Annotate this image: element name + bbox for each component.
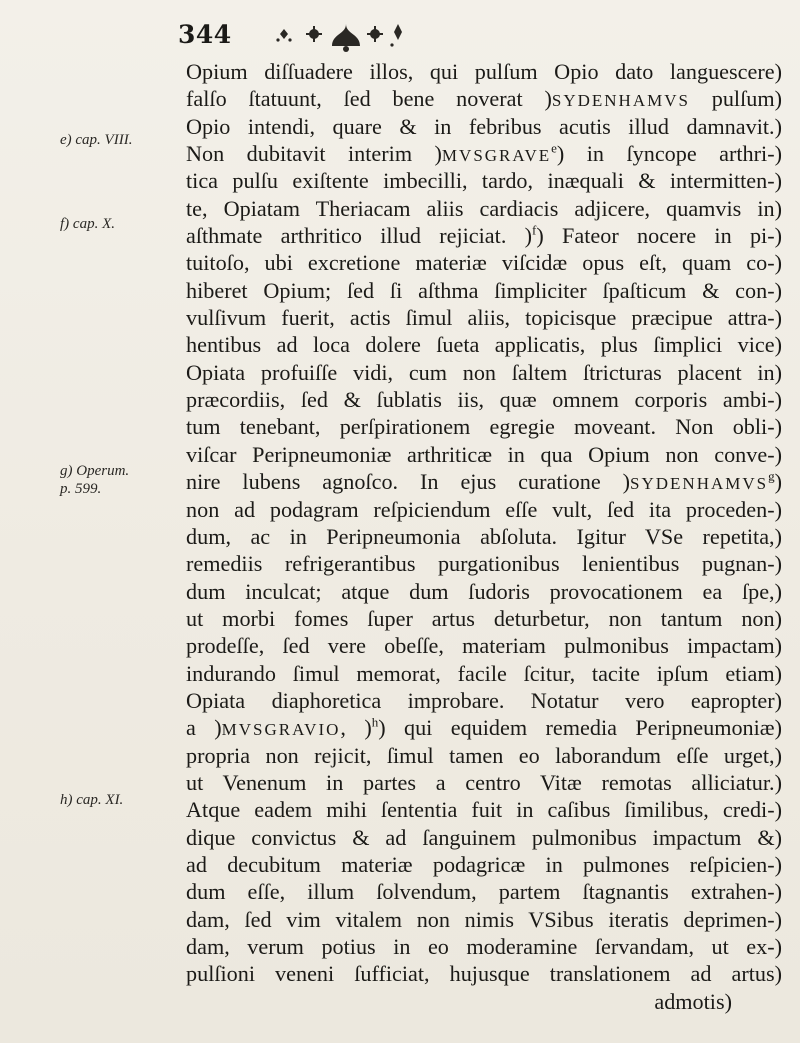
text-segment: non ad podagram reſpiciendum eſſe vult, ſed ita proceden- bbox=[186, 496, 775, 522]
text-line bbox=[186, 769, 782, 796]
footnote-paren: ) bbox=[378, 715, 386, 741]
text-segment: pulſum bbox=[689, 86, 775, 112]
text-segment: tum tenebant, perſpirationem egregie moveant. Non obli- bbox=[186, 414, 775, 440]
footnote-marker: g bbox=[768, 468, 775, 484]
footnote-paren: ) bbox=[774, 441, 782, 467]
text-segment: Opio intendi, quare & in febribus acutis illud damnavit. bbox=[186, 113, 775, 139]
footnote-paren: ) bbox=[774, 633, 782, 659]
text-line bbox=[186, 687, 782, 714]
text-line bbox=[186, 58, 782, 85]
footnote-paren: ) bbox=[774, 687, 782, 713]
text-line bbox=[186, 85, 782, 112]
margin-note-label: h) cap. XI. bbox=[60, 792, 124, 808]
text-segment: hentibus ad loca dolere ſueta applicatis, plus ſimplici vice bbox=[186, 332, 775, 358]
footnote-marker: h bbox=[371, 714, 379, 730]
text-line bbox=[186, 578, 782, 605]
text-line bbox=[186, 660, 782, 687]
text-line bbox=[186, 714, 782, 741]
footnote-paren: ) bbox=[774, 59, 782, 84]
text-line bbox=[186, 496, 782, 523]
text-segment: dique convictus & ad ſanguinem pulmonibus impactum & bbox=[186, 824, 775, 850]
margin-note-e bbox=[60, 131, 182, 149]
text-line bbox=[186, 304, 782, 331]
footnote-paren: ) bbox=[774, 906, 782, 932]
text-segment: Non dubitavit interim bbox=[186, 141, 435, 167]
footnote-paren: ) bbox=[774, 797, 782, 823]
text-segment: pulſioni veneni ſufficiat, hujusque translationem ad artus bbox=[186, 961, 775, 987]
text-segment: admotis bbox=[654, 988, 725, 1014]
footnote-paren: ) bbox=[774, 223, 782, 249]
text-line bbox=[186, 413, 782, 440]
footnote-paren: ) bbox=[774, 551, 782, 577]
footnote-paren: ) bbox=[774, 769, 782, 795]
footnote-paren: ) bbox=[544, 86, 552, 112]
text-segment: in ſyncope arthri- bbox=[564, 141, 775, 167]
footnote-paren: ) bbox=[774, 141, 782, 167]
text-segment: viſcar Peripneumoniæ arthriticæ in qua Opium non conve- bbox=[186, 441, 775, 467]
text-segment: Opiata diaphoretica improbare. Notatur vero eapropter bbox=[186, 687, 775, 713]
text-segment: dum, ac in Peripneumonia abſoluta. Igitur VSe repetita, bbox=[186, 523, 775, 549]
text-line bbox=[186, 550, 782, 577]
footnote-paren: ) bbox=[774, 879, 782, 905]
text-segment: qui equidem remedia Peripneumoniæ bbox=[385, 715, 775, 741]
footnote-paren: ) bbox=[774, 824, 782, 850]
text-line bbox=[186, 331, 782, 358]
footnote-paren: ) bbox=[364, 715, 372, 741]
text-segment: te, Opiatam Theriacam aliis cardiacis adjicere, quamvis in bbox=[186, 195, 775, 221]
footnote-paren: ) bbox=[774, 332, 782, 358]
text-line bbox=[186, 195, 782, 222]
author-name: MVSGRAVE bbox=[441, 146, 552, 166]
text-segment: remediis refrigerantibus purgationibus lenientibus pugnan- bbox=[186, 551, 775, 577]
text-line bbox=[186, 359, 782, 386]
footnote-paren: ) bbox=[774, 359, 782, 385]
text-line bbox=[186, 632, 782, 659]
text-segment: tuitoſo, ubi excretione materiæ viſcidæ opus eſt, quam co- bbox=[186, 250, 775, 276]
footnote-marker: e bbox=[551, 140, 557, 156]
text-line bbox=[186, 933, 782, 960]
text-line bbox=[186, 386, 782, 413]
footnote-paren: ) bbox=[774, 660, 782, 686]
footnote-paren: ) bbox=[434, 141, 442, 167]
text-line bbox=[186, 222, 782, 249]
footnote-paren: ) bbox=[774, 113, 782, 139]
footnote-paren: ) bbox=[774, 605, 782, 631]
text-segment: aſthmate arthritico illud rejiciat. bbox=[186, 223, 525, 249]
footnote-paren: ) bbox=[774, 250, 782, 276]
text-line bbox=[186, 605, 782, 632]
footnote-paren: ) bbox=[556, 141, 565, 167]
text-segment: Atque eadem mihi ſententia fuit in caſibus ſimilibus, credi- bbox=[186, 797, 775, 823]
text-line bbox=[186, 277, 782, 304]
text-segment: Opiata profuiſſe vidi, cum non ſaltem ſtricturas placent in bbox=[186, 359, 775, 385]
page-header bbox=[0, 0, 800, 60]
text-segment: hiberet Opium; ſed ſi aſthma ſimpliciter ſpaſticum & con- bbox=[186, 277, 775, 303]
text-segment: propria non rejicit, ſimul tamen eo laborandum eſſe urget, bbox=[186, 742, 775, 768]
author-name: SYDENHAMVS bbox=[551, 91, 690, 111]
footnote-paren: ) bbox=[774, 742, 782, 768]
footnote-paren: ) bbox=[774, 387, 782, 413]
text-line bbox=[186, 523, 782, 550]
margin-note-sub: p. 599. bbox=[60, 481, 102, 497]
margin-note-f bbox=[60, 215, 182, 233]
text-segment: , bbox=[340, 715, 365, 741]
footnote-paren: ) bbox=[774, 496, 782, 522]
footnote-paren: ) bbox=[774, 277, 782, 303]
text-line bbox=[186, 824, 782, 851]
footnote-paren: ) bbox=[774, 961, 782, 987]
text-segment: nire lubens agnoſco. In ejus curatione bbox=[186, 469, 623, 495]
text-line bbox=[186, 140, 782, 167]
text-line bbox=[186, 167, 782, 194]
text-segment: indurando ſimul memorat, facile ſcitur, tacite ipſum etiam bbox=[186, 660, 775, 686]
footnote-paren: ) bbox=[774, 934, 782, 959]
footnote-paren: ) bbox=[214, 715, 222, 741]
text-line bbox=[186, 878, 782, 905]
margin-note-label: e) cap. VIII. bbox=[60, 132, 133, 148]
text-segment: ut Venenum in partes a centro Vitæ remotas alliciatur. bbox=[186, 769, 775, 795]
footnote-paren: ) bbox=[774, 578, 782, 604]
footnote-paren: ) bbox=[774, 86, 782, 112]
printers-ornament-icon bbox=[274, 18, 404, 54]
author-name: MVSGRAVIO bbox=[221, 720, 341, 740]
author-name: SYDENHAMVS bbox=[630, 474, 769, 494]
footnote-paren: ) bbox=[774, 851, 782, 877]
text-line bbox=[186, 906, 782, 933]
text-segment: dam, verum potius in eo moderamine ſervandam, ut ex- bbox=[186, 934, 775, 959]
footnote-paren: ) bbox=[774, 715, 782, 741]
text-line bbox=[186, 113, 782, 140]
text-line bbox=[186, 468, 782, 495]
body-text bbox=[186, 58, 782, 1015]
footnote-marker: f bbox=[532, 222, 537, 238]
margin-note-g bbox=[60, 462, 182, 498]
text-line bbox=[186, 249, 782, 276]
footnote-paren: ) bbox=[774, 305, 782, 331]
footnote-paren: ) bbox=[524, 223, 533, 249]
footnote-paren: ) bbox=[774, 195, 782, 221]
page-number: 344 bbox=[178, 20, 232, 49]
footnote-paren: ) bbox=[774, 523, 782, 549]
margin-note-label: g) Operum. bbox=[60, 463, 130, 479]
text-segment: falſo ſtatuunt, ſed bene noverat bbox=[186, 86, 545, 112]
text-line bbox=[186, 851, 782, 878]
footnote-paren: ) bbox=[774, 469, 782, 495]
footnote-paren: ) bbox=[536, 223, 544, 249]
margin-note-h bbox=[60, 791, 182, 809]
text-segment: dum eſſe, illum ſolvendum, partem ſtagnantis extrahen- bbox=[186, 879, 775, 905]
text-segment: a bbox=[186, 715, 215, 741]
text-line bbox=[186, 441, 782, 468]
text-line bbox=[186, 742, 782, 769]
footnote-paren: ) bbox=[774, 168, 782, 194]
text-segment: Opium diſſuadere illos, qui pulſum Opio dato languescere bbox=[186, 59, 775, 84]
text-line bbox=[186, 988, 782, 1015]
text-line bbox=[186, 960, 782, 987]
text-segment: Fateor nocere in pi- bbox=[543, 223, 775, 249]
footnote-paren: ) bbox=[724, 988, 732, 1014]
footnote-paren: ) bbox=[622, 469, 631, 495]
text-segment: ut morbi fomes ſuper artus deturbetur, non tantum non bbox=[186, 605, 775, 631]
text-segment: dum inculcat; atque dum ſudoris provocationem ea ſpe, bbox=[186, 578, 775, 604]
text-segment: prodeſſe, ſed vere obeſſe, materiam pulmonibus impactam bbox=[186, 633, 775, 659]
footnote-paren: ) bbox=[774, 414, 782, 440]
text-segment: tica pulſu exiſtente imbecilli, tardo, inæquali & intermitten- bbox=[186, 168, 775, 194]
margin-note-label: f) cap. X. bbox=[60, 216, 115, 232]
text-line bbox=[186, 796, 782, 823]
text-segment: vulſivum fuerit, actis ſimul aliis, topicisque præcipue attra- bbox=[186, 305, 775, 331]
text-segment: præcordiis, ſed & ſublatis iis, quæ omnem corporis ambi- bbox=[186, 387, 775, 413]
text-segment: dam, ſed vim vitalem non nimis VSibus iteratis deprimen- bbox=[186, 906, 775, 932]
text-segment: ad decubitum materiæ podagricæ in pulmones reſpicien- bbox=[186, 851, 775, 877]
